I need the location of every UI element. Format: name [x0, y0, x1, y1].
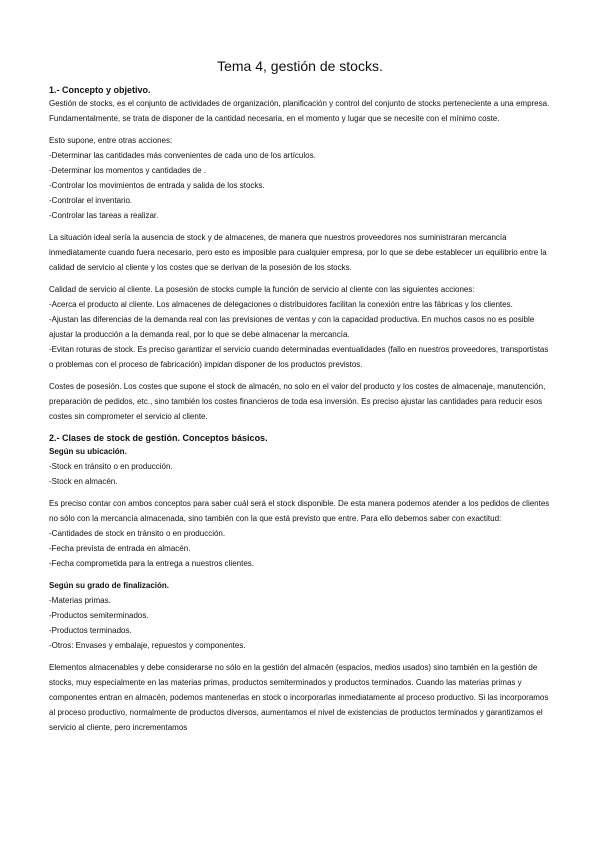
- quality-lead: Calidad de servicio al cliente. La posesión de stocks cumple la función de servicio al cliente con las siguientes acciones:: [49, 285, 475, 294]
- list-item: -Determinar las cantidades más convenientes de cada uno de los artículos.: [49, 151, 316, 160]
- section-2-heading: 2.- Clases de stock de gestión. Conceptos básicos.: [49, 433, 268, 443]
- quality-item: -Acerca el producto al cliente. Los almacenes de delegaciones o distribuidores facilitan la conexión entre las fábricas y los clientes.: [49, 300, 513, 309]
- list-item: -Controlar las tareas a realizar.: [49, 211, 159, 220]
- closing-paragraph: Elementos almacenables y debe considerarse no sólo en la gestión del almacén (espacios, medios usados) sino también en la gestión de stocks, muy especialmente en las materias primas, productos semiterminados y productos terminados. Cuando las materias primas y componentes entran en almacén, podemos mantenerlas en stock o incorporarlas inmediatamente al proceso productivo. Si las incorporamos al proceso productivo, normalmente de productos diversos, aumentamos el nivel de existencias de productos terminados y garantizamos el servicio al cliente, pero incrementamos: [49, 663, 549, 732]
- quality-item: -Evitan roturas de stock. Es preciso garantizar el servicio cuando determinadas eventualidades (fallo en nuestros proveedores, transportistas o problemas con el proceso de fabricación) impidan disponer de los productos previstos.: [49, 345, 549, 369]
- list-item: -Determinar los momentos y cantidades de .: [49, 166, 206, 175]
- list-item: -Materias primas.: [49, 596, 111, 605]
- list-item: -Cantidades de stock en tránsito o en producción.: [49, 529, 226, 538]
- list-item: -Otros: Envases y embalaje, repuestos y componentes.: [49, 641, 246, 650]
- both-concepts-paragraph: Es preciso contar con ambos conceptos para saber cuál será el stock disponible. De esta manera podemos atender a los pedidos de clientes no sólo con la mercancía almacenada, sino también con la que está previsto que entre. Para ello debemos saber con exactitud:: [49, 499, 550, 523]
- quality-item: -Ajustan las diferencias de la demanda real con las previsiones de ventas y con la capacidad productiva. En muchos casos no es posible ajustar la producción a la demanda real, por lo que se debe almacenar la mercancía.: [49, 315, 535, 339]
- section-1-intro: Gestión de stocks, es el conjunto de actividades de organización, planificación y control del conjunto de stocks perteneciente a una empresa. Fundamentalmente, se trata de disponer de la cantidad necesaria, en el momento y lugar que se necesite con el mínimo coste.: [49, 99, 550, 123]
- list-item: -Stock en tránsito o en producción.: [49, 462, 173, 471]
- actions-lead: Esto supone, entre otras acciones:: [49, 136, 173, 145]
- location-lead: Según su ubicación.: [49, 447, 127, 456]
- actions-list: [49, 148, 554, 223]
- document-body: [49, 84, 554, 735]
- ideal-situation-paragraph: La situación ideal sería la ausencia de stock y de almacenes, de manera que nuestros proveedores nos suministraran mercancía inmediatamente cuando fuera necesario, pero esto es imposible para cualquier empresa, por lo que se debe establecer un equilibrio entre la calidad de servicio al cliente y los costes que se derivan de la posesión de los stocks.: [49, 233, 547, 272]
- list-item: -Fecha prevista de entrada en almacén.: [49, 544, 191, 553]
- document-title: Tema 4, gestión de stocks.: [217, 58, 383, 74]
- list-item: -Stock en almacén.: [49, 477, 118, 486]
- costs-paragraph: Costes de posesión. Los costes que supone el stock de almacén, no solo en el valor del producto y los costes de almacenaje, manutención, preparación de pedidos, etc., sino también los costes financieros de toda esa inversión. Es preciso ajustar las cantidades para reducir esos costes sin comprometer el servicio al cliente.: [49, 382, 546, 421]
- list-item: -Productos semiterminados.: [49, 611, 149, 620]
- list-item: -Fecha comprometida para la entrega a nuestros clientes.: [49, 559, 254, 568]
- list-item: -Productos terminados.: [49, 626, 132, 635]
- list-item: -Controlar los movimientos de entrada y salida de los stocks.: [49, 181, 265, 190]
- section-1-heading: 1.- Concepto y objetivo.: [49, 85, 151, 95]
- list-item: -Controlar el inventario.: [49, 196, 133, 205]
- grade-lead: Según su grado de finalización.: [49, 581, 170, 590]
